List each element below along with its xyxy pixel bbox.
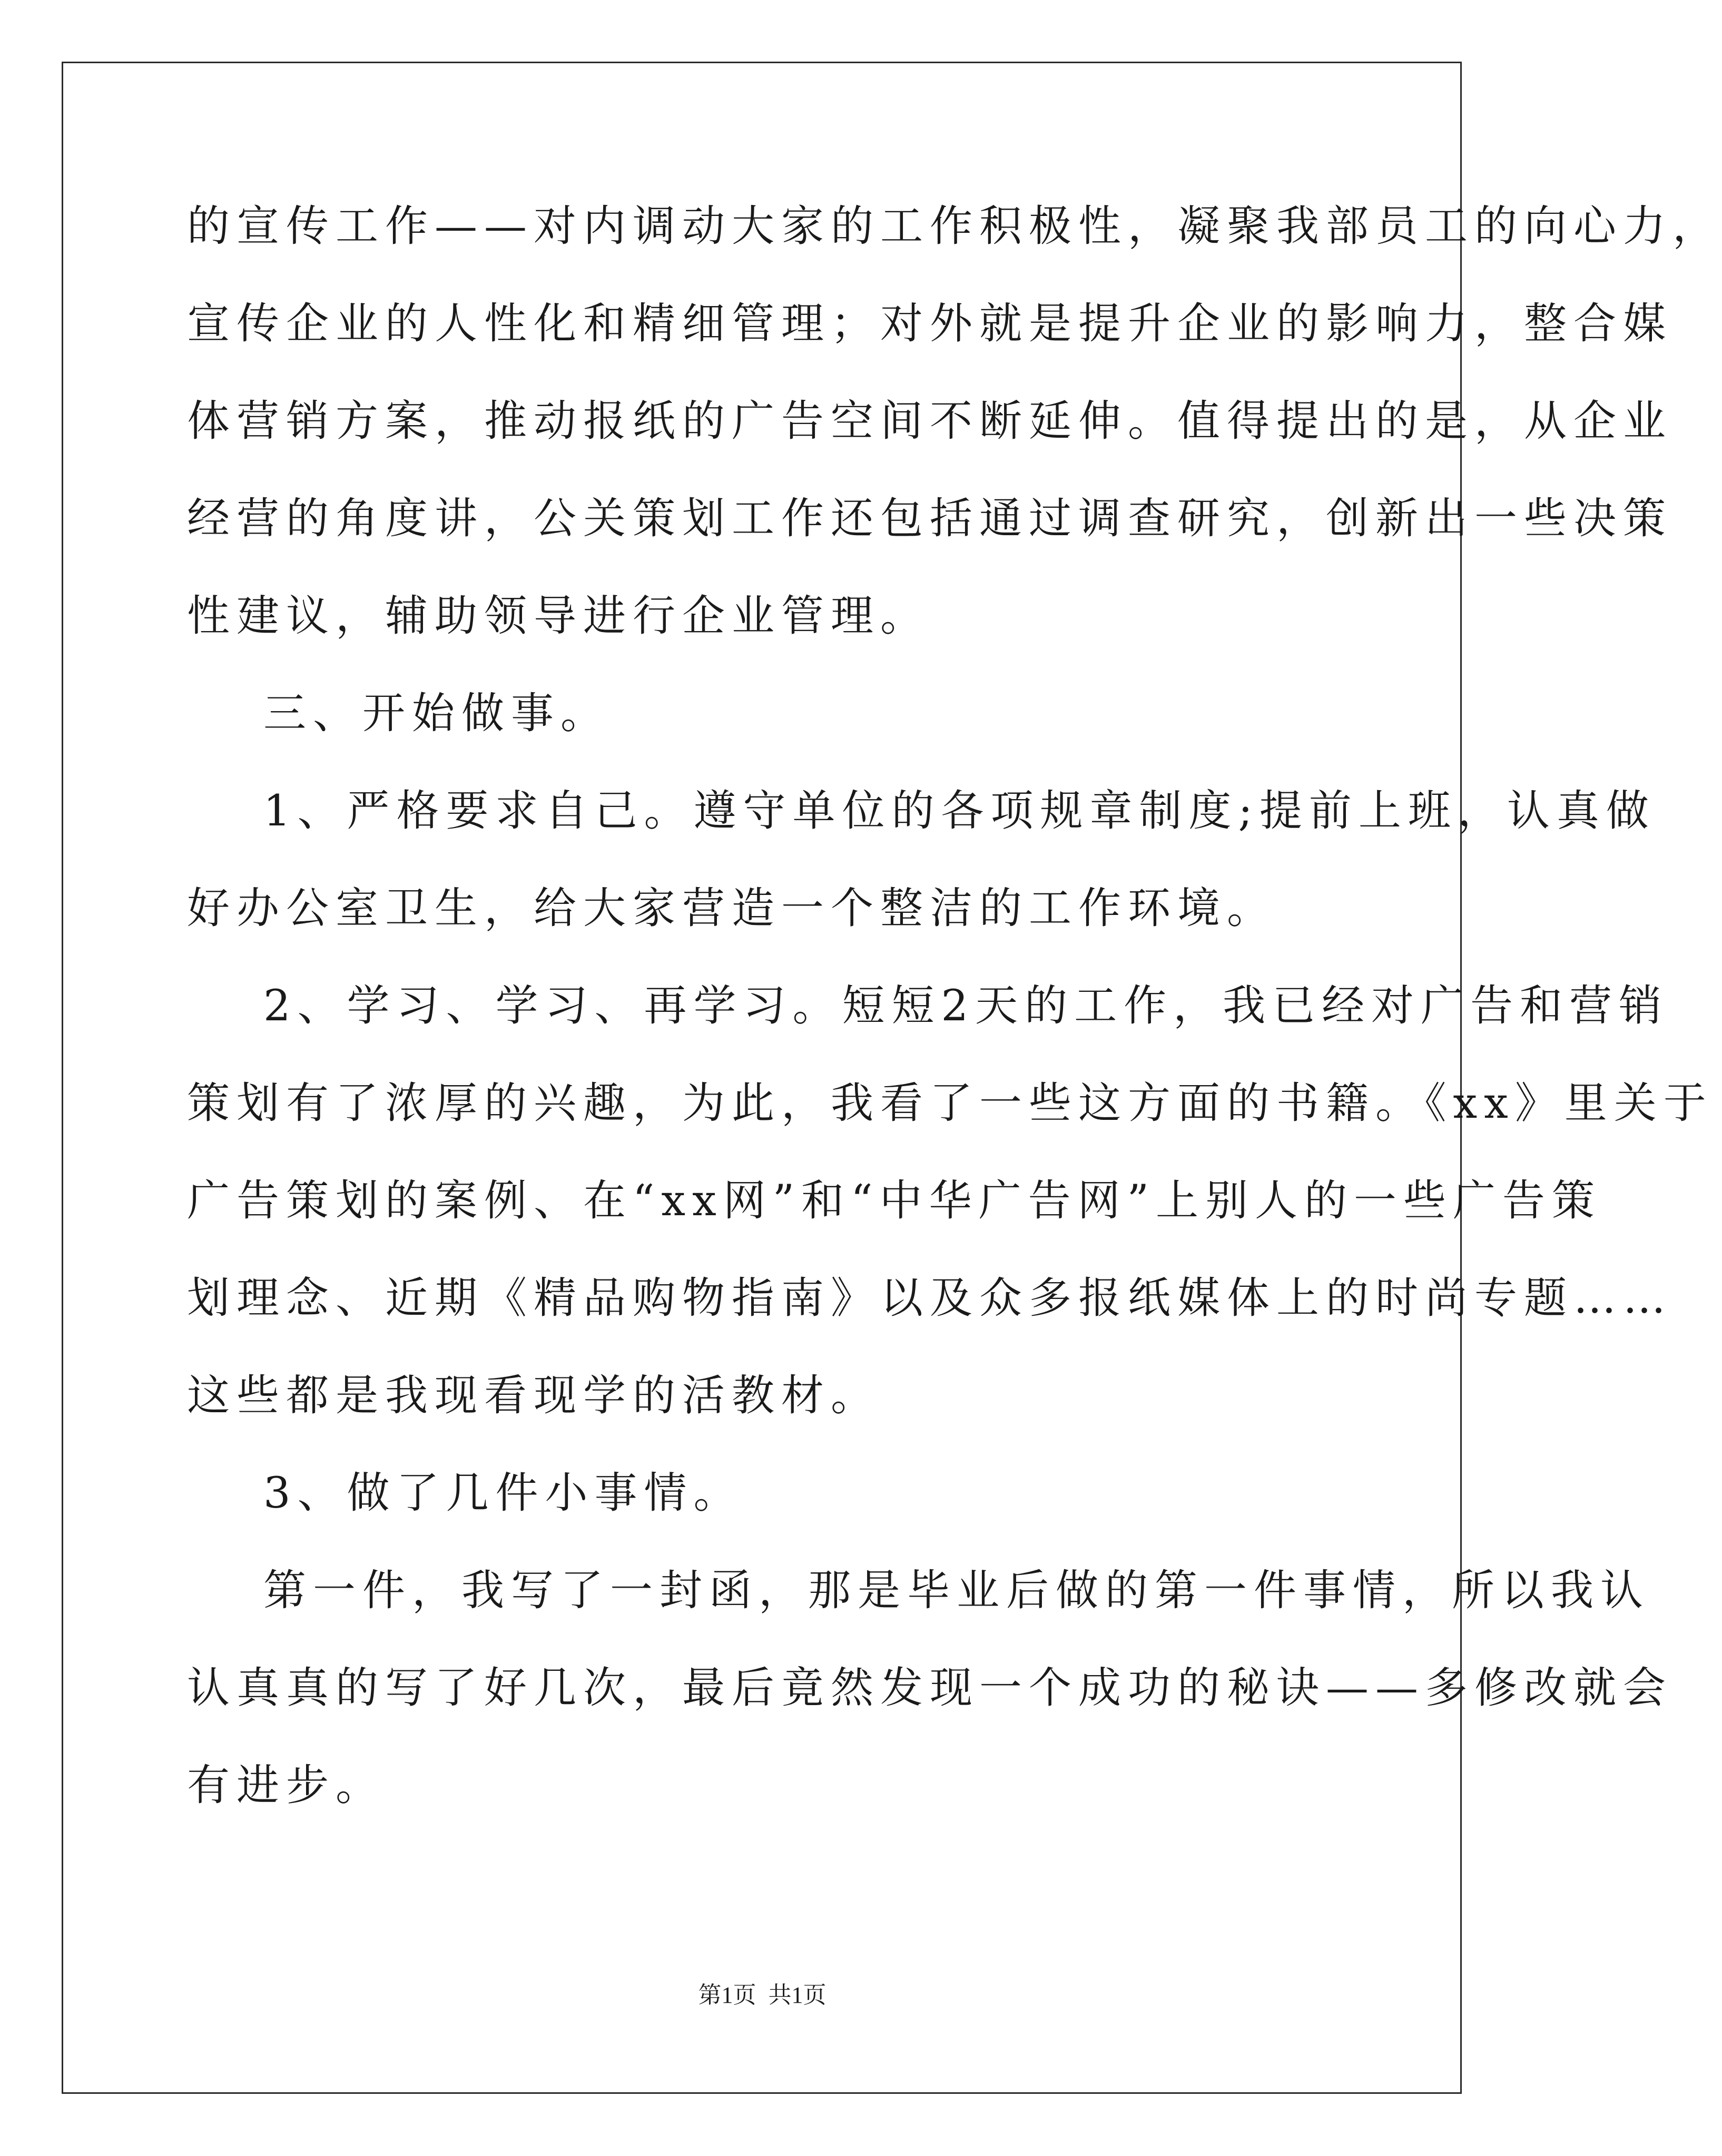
- text-line: 宣传企业的人性化和精细管理；对外就是提升企业的影响力，整合媒: [187, 299, 1673, 349]
- text-line: 2、学习、学习、再学习。短短2天的工作，我已经对广告和营销: [263, 981, 1669, 1031]
- text-line: 有进步。: [187, 1761, 386, 1810]
- total-pages: 共1页: [768, 1982, 826, 2008]
- text-line: 1、严格要求自己。遵守单位的各项规章制度;提前上班，认真做: [263, 786, 1656, 836]
- text-line: 认真真的写了好几次，最后竟然发现一个成功的秘诀——多修改就会: [187, 1663, 1673, 1713]
- text-line: 性建议，辅助领导进行企业管理。: [187, 592, 930, 641]
- text-line: 这些都是我现看现学的活教材。: [187, 1371, 881, 1421]
- section-heading: 三、开始做事。: [263, 689, 611, 739]
- text-line: 第一件，我写了一封函，那是毕业后做的第一件事情，所以我认: [263, 1566, 1650, 1616]
- text-line: 的宣传工作——对内调动大家的工作积极性，凝聚我部员工的向心力，: [187, 202, 1722, 251]
- text-line: 3、做了几件小事情。: [263, 1469, 743, 1518]
- text-line: 体营销方案，推动报纸的广告空间不断延伸。值得提出的是，从企业: [187, 397, 1673, 446]
- text-line: 划理念、近期《精品购物指南》以及众多报纸媒体上的时尚专题……: [187, 1274, 1673, 1323]
- text-line: 广告策划的案例、在“xx网”和“中华广告网”上别人的一些广告策: [187, 1176, 1602, 1226]
- page-number: 第1页: [698, 1982, 756, 2008]
- text-line: 好办公室卫生，给大家营造一个整洁的工作环境。: [187, 884, 1277, 933]
- text-line: 经营的角度讲，公关策划工作还包括通过调查研究，创新出一些决策: [187, 494, 1673, 544]
- text-line: 策划有了浓厚的兴趣，为此，我看了一些这方面的书籍。《xx》里关于: [187, 1079, 1713, 1128]
- page-footer: [0, 1980, 1524, 2011]
